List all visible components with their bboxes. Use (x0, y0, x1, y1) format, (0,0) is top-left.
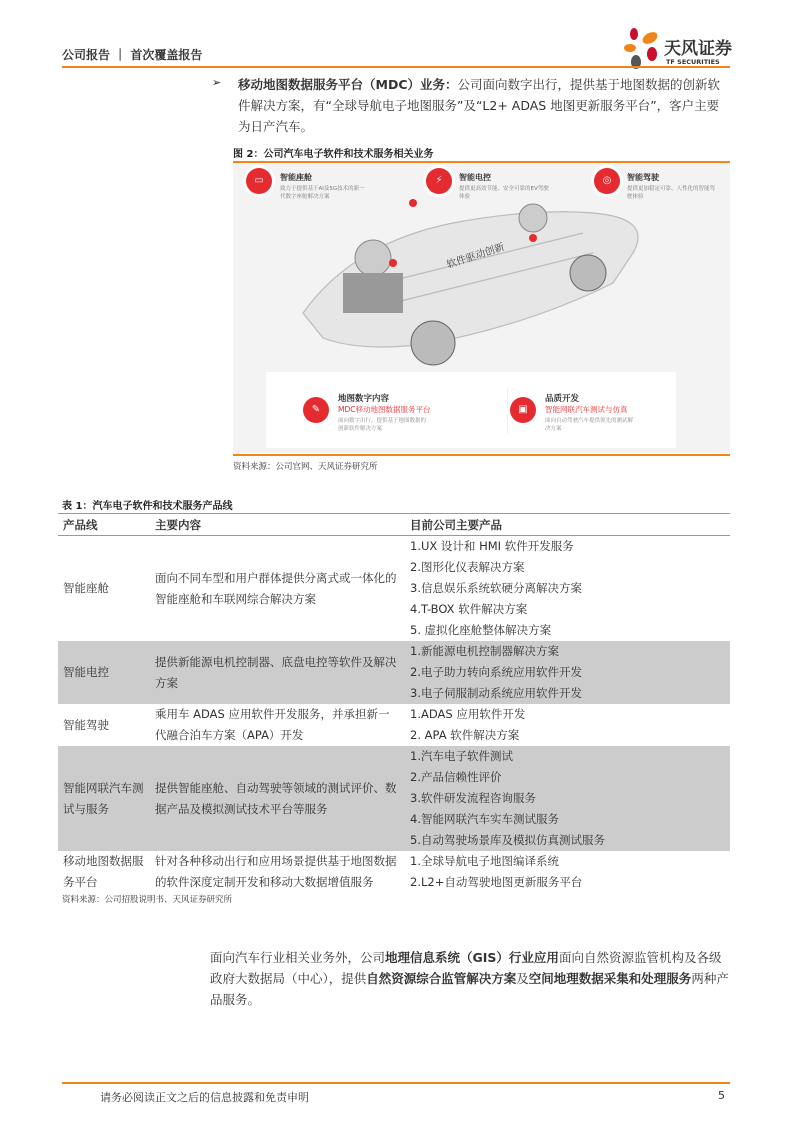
logo-text-cn: 天风证券 (664, 39, 732, 59)
cell-products: 1.全球导航电子地图编译系统 2.L2+自动驾驶地图更新服务平台 (410, 854, 583, 889)
product-line-table (58, 513, 730, 893)
figure-title: 图 2：公司汽车电子软件和技术服务相关业务 (233, 149, 434, 160)
cell-line: 智能座舱 (63, 581, 109, 595)
col-header: 主要内容 (150, 514, 405, 536)
fig-item-title: 智能座舱 (280, 173, 312, 182)
figure-source: 资料来源：公司官网、天风证券研究所 (233, 462, 378, 472)
cell-line: 智能驾驶 (63, 717, 109, 732)
table-row (58, 641, 730, 704)
table-row (58, 536, 730, 642)
table-source: 资料来源：公司招股说明书、天风证券研究所 (62, 895, 233, 905)
smart-cabin-icon: ▭ (246, 168, 272, 194)
cell-content: 面向不同车型和用户群体提供分离式或一体化的智能座舱和车联网综合解决方案 (155, 570, 397, 606)
table-title: 表 1：汽车电子软件和技术服务产品线 (62, 501, 233, 512)
cell-content: 提供智能座舱、自动驾驶等领域的测试评价、数据产品及模拟测试技术平台等服务 (150, 746, 405, 851)
fig-item-title: 智能驾驶 (627, 173, 659, 182)
fig-bottom-subtitle: MDC移动地图数据服务平台 (338, 405, 431, 414)
cell-products: 1.UX 设计和 HMI 软件开发服务 2.图形化仪表解决方案 3.信息娱乐系统软硬分离解决方案 4.T-BOX 软件解决方案 5. 虚拟化座舱整体解决方案 (410, 539, 582, 637)
figure-bottom-divider (233, 454, 730, 456)
fig-item-desc: 致力于提供基于AI及5G技术的新一代数字座舱解决方案 (280, 186, 365, 200)
figure-bottom-card (266, 372, 676, 448)
logo-text-en: TF SECURITIES (666, 58, 720, 66)
table-row (58, 851, 730, 893)
fig-bottom-desc: 面向数字出行，提供基于地图数据的创新软件解决方案 (338, 418, 427, 432)
smart-driving-icon: ◎ (594, 168, 620, 194)
report-header: 公司报告 ｜ 首次覆盖报告 (62, 48, 203, 62)
gis-paragraph: 面向汽车行业相关业务外，公司地理信息系统（GIS）行业应用面向自然资源监管机构及各级政府大数据局（中心），提供自然资源综合监管解决方案及空间地理数据采集和处理服务两种产品服务。 (210, 950, 729, 1007)
map-icon: ✎ (303, 397, 329, 423)
electric-control-icon: ⚡ (426, 168, 452, 194)
intro-bold: 移动地图数据服务平台（MDC）业务： (238, 77, 458, 92)
car-slogan: 软件驱动创新 (445, 241, 506, 271)
cell-content: 提供新能源电机控制器、底盘电控等软件及解决方案 (150, 641, 405, 704)
cell-content: 针对各种移动出行和应用场景提供基于地图数据的软件深度定制开发和移动大数据增值服务 (155, 854, 397, 889)
fig-item-desc: 提供更加稳定可靠、人性化的智能驾驶体验 (627, 186, 716, 200)
cell-products: 1.ADAS 应用软件开发 2. APA 软件解决方案 (410, 707, 526, 742)
cell-products: 1.汽车电子软件测试 2.产品信赖性评价 3.软件研发流程咨询服务 4.智能网联汽车实车测试服务 5.自动驾驶场景库及模拟仿真测试服务 (405, 746, 730, 851)
intro-paragraph (238, 74, 730, 137)
fig-item-desc: 提供更高效节能、安全可靠的EV驾驶体验 (459, 186, 549, 200)
table-row (58, 746, 730, 851)
header-divider (62, 66, 730, 68)
quality-icon: ▣ (510, 397, 536, 423)
fig-bottom-desc: 面向自动驾驶汽车提供领先的测试解决方案 (545, 418, 634, 432)
bullet-icon: ➢ (212, 76, 222, 89)
table-row (58, 704, 730, 746)
footer-divider (62, 1082, 730, 1084)
footer-disclaimer: 请务必阅读正文之后的信息披露和免责申明 (100, 1091, 309, 1104)
cell-line: 智能电控 (58, 641, 150, 704)
cell-products: 1.新能源电机控制器解决方案 2.电子助力转向系统应用软件开发 3.电子伺服制动系统应用软件开发 (405, 641, 730, 704)
fig-bottom-subtitle: 智能网联汽车测试与仿真 (545, 405, 628, 414)
cell-line: 移动地图数据服务平台 (63, 854, 144, 889)
cell-line: 智能网联汽车测试与服务 (58, 746, 150, 851)
col-header: 产品线 (58, 514, 150, 536)
page-number: 5 (718, 1089, 725, 1102)
cell-content: 乘用车 ADAS 应用软件开发服务，并承担新一代融合泊车方案（APA）开发 (155, 707, 390, 742)
col-header: 目前公司主要产品 (405, 514, 730, 536)
fig-bottom-title: 品质开发 (545, 394, 580, 404)
intro-text: 公司面向数字出行，提供基于地图数据的创新软件解决方案，有“全球导航电子地图服务”及“L2+ ADAS 地图更新服务平台”，客户主要为日产汽车。 (238, 77, 721, 134)
fig-bottom-title: 地图数字内容 (338, 394, 390, 404)
fig-item-title: 智能电控 (459, 173, 491, 182)
